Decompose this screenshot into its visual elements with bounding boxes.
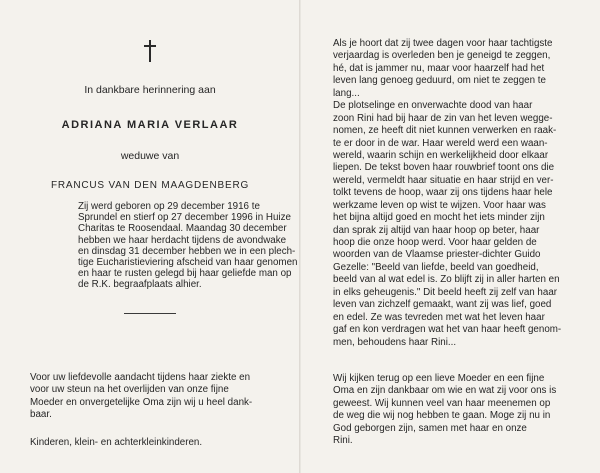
tribute-line: tolkt tevens de hoop, waar zij ons tijdens haar hele [333,187,553,199]
biography-line: hebben we haar herdacht tijdens de avondwake [78,234,287,246]
widow-of-line: weduwe van [120,150,180,162]
biography-line: Zij werd geboren op 29 december 1916 te [78,201,260,212]
biography-line: tige Eucharistieviering afscheid van haar genomen [78,256,298,268]
closing-line: God geborgen zijn, samen met haar en onze [333,422,527,434]
tribute-line: verjaardag is overleden ben je geneigd te zeggen, [333,50,551,62]
closing-line: Rini. [333,435,353,447]
biography-line: de R.K. begraafplaats alhier. [78,279,202,291]
signature-line: Kinderen, klein- en achterkleinkinderen. [30,437,203,448]
divider [124,313,176,314]
tribute-line: liepen. De tekst boven haar rouwbrief toont ons die [333,162,555,174]
tribute-line: wereld, vermeldt haar situatie en haar strijd en ver- [333,174,554,186]
tribute-line: het bijna altijd goed en mocht het iets minder zijn [333,212,545,224]
tribute-line: dan sprak zij altijd van haar hoop op beter, haar [333,224,540,236]
tribute-line: men, behoudens haar Rini... [333,336,457,348]
right-panel [301,0,600,473]
tribute-line: werkzame leven op wist te wijzen. Voor haar was [333,199,546,211]
tribute-text [333,38,595,349]
tribute-line: woorden van de Vlaamse priester-dichter Guido [333,249,541,261]
in-memory-line: In dankbare herinnering aan [84,84,216,96]
biography-line: en dinsdag 31 december hebben we in een plech- [78,245,296,257]
closing-paragraph [333,373,595,448]
closing-line: geweest. Wij kunnen veel van haar meenemen op [333,397,551,409]
tribute-line: De plotselinge en onverwachte dood van haar [333,100,533,112]
tribute-line: hé, dat is jammer nu, maar voor haarzelf had het [333,62,545,74]
tribute-line: en edel. Ze was tevreden met wat het leven haar [333,311,545,323]
tribute-line: leven van zichzelf gemaakt, want zij was lief, goed [333,299,552,311]
cross-icon [141,40,159,62]
tribute-line: lang... [333,87,360,99]
biography-line: en haar te rusten gelegd bij haar geliefde man op [78,268,292,280]
thanks-line: Voor uw liefdevolle aandacht tijdens haar ziekte en [30,372,251,383]
biography-line: Sprundel en stierf op 27 december 1996 in Huize [78,212,291,224]
tribute-line: wereld, waarin schijn en werkelijkheid door elkaar [333,149,549,161]
tribute-line: zoon Rini had bij haar de zin van het leven wegge- [333,112,553,124]
tribute-line: nomen, ze heeft dit niet kunnen verwerken en raak- [333,125,557,137]
tribute-line: te er door in de war. Haar wereld werd een waan- [333,137,548,149]
tribute-line: gaf en kon verdragen wat het van haar heeft genom- [333,324,562,336]
closing-line: Wij kijken terug op een lieve Moeder en een fijne [333,373,545,384]
husband-name: FRANCUS VAN DEN MAAGDENBERG [50,180,250,191]
closing-line: de weg die wij nog hebben te gaan. Moge zij nu in [333,410,551,422]
thanks-line: baar. [30,409,52,421]
tribute-line: Als je hoort dat zij twee dagen voor haar tachtigste [333,38,553,49]
thanks-line: Moeder en onvergetelijke Oma zijn wij u heel dank- [30,396,253,408]
tribute-line: beeld van al wat edel is. Zo blijft zij in aller harten en [333,274,560,286]
closing-line: Oma en zijn dankbaar om wie en wat zij voor ons is [333,385,557,397]
biography-line: Charitas te Roosendaal. Maandag 30 december [78,223,287,235]
tribute-line: in elks geheugenis." Dit beeld heeft zij zelf van haar [333,286,558,298]
tribute-line: hoop die onze hoop werd. Voor haar gelden de [333,237,537,248]
deceased-name: ADRIANA MARIA VERLAAR [61,119,239,131]
tribute-line: Gezelle: "Beeld van liefde, beeld van goedheid, [333,261,539,273]
biography [78,201,298,291]
tribute-line: leven lang genoeg geduurd, om niet te zeggen te [333,75,546,87]
thanks-line: voor uw steun na het overlijden van onze fijne [30,384,229,396]
thanks-paragraph [30,372,292,422]
